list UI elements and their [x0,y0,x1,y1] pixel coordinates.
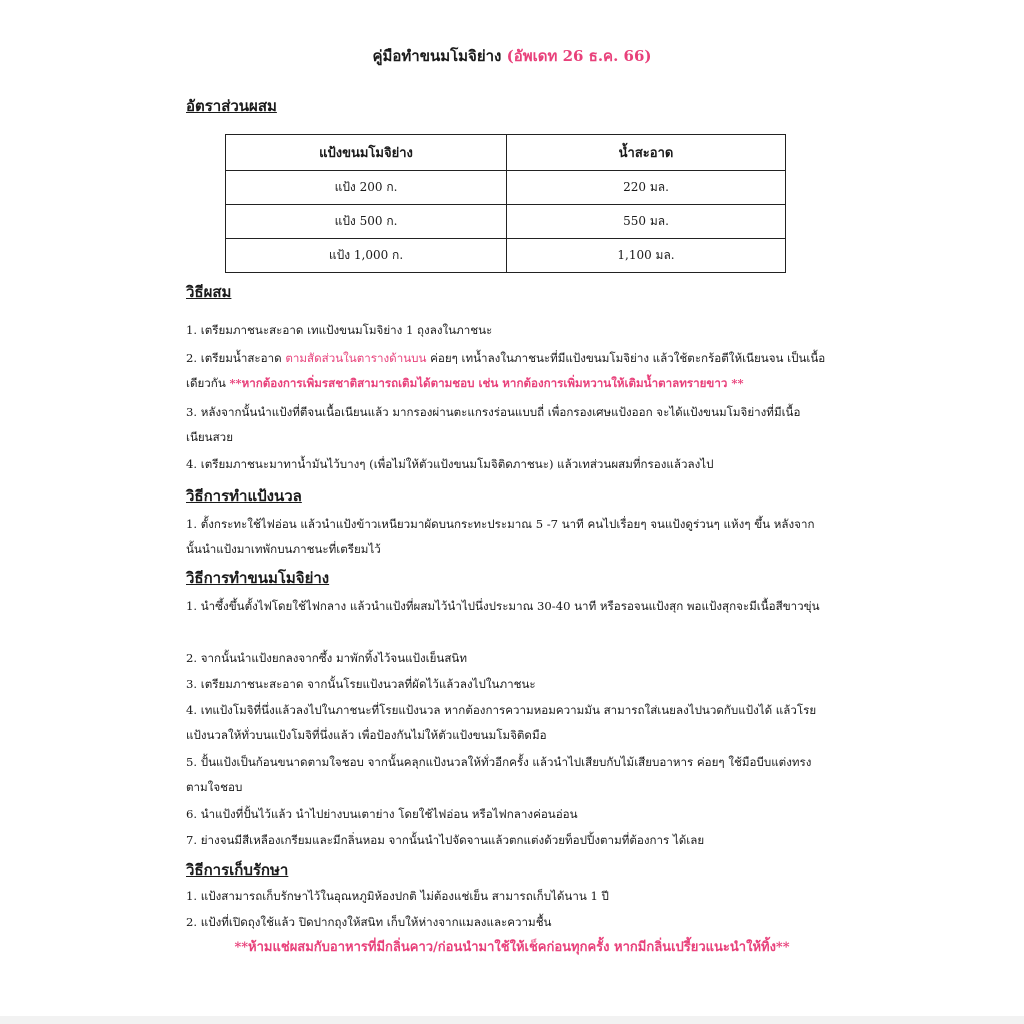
heading-ratio: อัตราส่วนผสม [186,97,277,115]
store-step-1: 1. แป้งสามารถเก็บรักษาไว้ในอุณหภูมิห้องปกติ ไม่ต้องแช่เย็น สามารถเก็บได้นาน 1 ปี [186,889,609,903]
store-step-2: 2. แป้งที่เปิดถุงใช้แล้ว ปิดปากถุงให้สนิท เก็บให้ห่างจากแมลงและความชื้น [186,915,552,929]
table-row [226,239,786,273]
heading-make: วิธีการทำขนมโมจิย่าง [186,569,330,587]
make-step-5: 5. ปั้นแป้งเป็นก้อนขนาดตามใจชอบ จากนั้นคลุกแป้งนวลให้ทั่วอีกครั้ง แล้วนำไปเสียบกับไม้เสียบอาหาร ค่อยๆ ใช้มือบีบแต่งทรงตามใจชอบ [186,755,812,794]
table-header-flour: แป้งขนมโมจิย่าง [226,135,507,171]
make-step-6: 6. นำแป้งที่ปั้นไว้แล้ว นำไปย่างบนเตาย่าง โดยใช้ไฟอ่อน หรือไฟกลางค่อนอ่อน [186,807,578,821]
table-row [226,171,786,205]
make-step-1: 1. นำซึ้งขึ้นตั้งไฟโดยใช้ไฟกลาง แล้วนำแป้งที่ผสมไว้นำไปนึ่งประมาณ 30-40 นาที หรือรอจนแป้งสุก พอแป้งสุกจะมีเนื้อสีขาวขุ่น [186,599,820,613]
mix-step-1: 1. เตรียมภาชนะสะอาด เทแป้งขนมโมจิย่าง 1 ถุงลงในภาชนะ [186,323,493,337]
mix-step-4: 4. เตรียมภาชนะมาทาน้ำมันไว้บางๆ (เพื่อไม่ให้ตัวแป้งขนมโมจิติดภาชนะ) แล้วเทส่วนผสมที่กรองแล้วลงไป [186,457,714,471]
nuan-step-1: 1. ตั้งกระทะใช้ไฟอ่อน แล้วนำแป้งข้าวเหนียวมาผัดบนกระทะประมาณ 5 -7 นาที คนไปเรื่อยๆ จนแป้งดูร่วนๆ แห้งๆ ขึ้น หลังจากนั้นนำแป้งมาเทพักบนภาชนะที่เตรียมไว้ [186,517,815,556]
ratio-table [225,134,786,273]
table-cell-flour: แป้ง 500 ก. [226,205,507,239]
table-row [226,205,786,239]
heading-nuan: วิธีการทำแป้งนวล [186,487,302,505]
table-cell-flour: แป้ง 1,000 ก. [226,239,507,273]
mix-step-2-mid: ค่อยๆ เทน้ำลงในภาชนะที่มีแป้งขนมโมจิย่าง แล้วใช้ตะกร้อตีให้เนียนจน [426,351,784,365]
mix-step-2-tip: **หากต้องการเพิ่มรสชาติสามารถเติมได้ตามชอบ เช่น หากต้องการเพิ่มหวานให้เติมน้ำตาลทรายขาว ** [229,376,744,390]
make-step-2: 2. จากนั้นนำแป้งยกลงจากซึ้ง มาพักทิ้งไว้จนแป้งเย็นสนิท [186,651,467,665]
table-cell-water: 550 มล. [507,205,786,239]
table-cell-water: 1,100 มล. [507,239,786,273]
warning-note: **ห้ามแช่ผสมกับอาหารที่มีกลิ่นคาว/ก่อนนำมาใช้ให้เช็คก่อนทุกครั้ง หากมีกลิ่นเปรี้ยวแนะนำให้ทิ้ง** [234,940,790,955]
heading-mix: วิธีผสม [186,283,232,301]
table-header-row [226,135,786,171]
table-header-water: น้ำสะอาด [507,135,786,171]
mix-step-2-start: 2. เตรียมน้ำสะอาด [186,351,282,365]
table-cell-flour: แป้ง 200 ก. [226,171,507,205]
title-update: (อัพเดท 26 ธ.ค. 66) [506,47,652,65]
make-step-3: 3. เตรียมภาชนะสะอาด จากนั้นโรยแป้งนวลที่ผัดไว้แล้วลงไปในภาชนะ [186,677,536,691]
document-title [0,44,1024,68]
make-step-4: 4. เทแป้งโมจิที่นึ่งแล้วลงไปในภาชนะที่โรยแป้งนวล หากต้องการความหอมความมัน สามารถใส่เนยลงไปนวดกับแป้งได้ แล้วโรยแป้งนวลให้ทั่วบนแป้งโมจิที่นึ่งแล้ว เพื่อป้องกันไม่ให้ตัวแป้งขนมโมจิติดมือ [186,703,817,742]
mix-step-3: 3. หลังจากนั้นนำแป้งที่ตีจนเนื้อเนียนแล้ว มากรองผ่านตะแกรงร่อนแบบถี่ เพื่อกรองเศษแป้งออก จะได้แป้งขนมโมจิย่างที่มีเนื้อเนียนสวย [186,405,801,444]
mix-step-2-end: เป็นเนื้อเดียวกัน [186,351,826,390]
scan-edge [0,1016,1024,1024]
heading-store: วิธีการเก็บรักษา [186,861,289,879]
make-step-7: 7. ย่างจนมีสีเหลืองเกรียมและมีกลิ่นหอม จากนั้นนำไปจัดจานแล้วตกแต่งด้วยท็อปปิ้งตามที่ต้องการ ได้เลย [186,833,705,847]
mix-step-2-ratio-note: ตามสัดส่วนในตารางด้านบน [285,351,427,365]
title-main: คู่มือทำขนมโมจิย่าง [372,47,502,65]
mix-step-2 [186,346,826,396]
table-cell-water: 220 มล. [507,171,786,205]
